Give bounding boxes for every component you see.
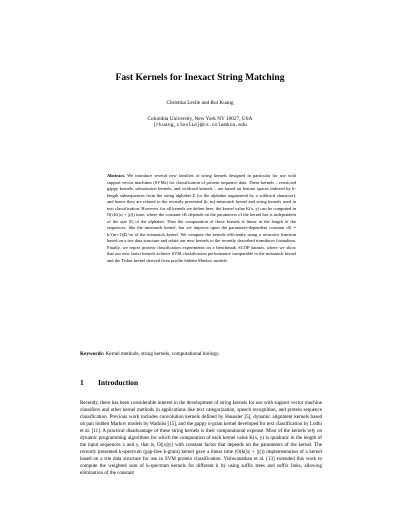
keywords-label: Keywords: [80,351,105,357]
introduction-paragraph: Recently, there has been considerable interest in the development of string kernels for use with support vector machine classifiers and other kernel methods in applications like text categorization, speech recognition, and protein sequence classification. Previous work includes convolution kernels defined by Haussler [5], dynamic alignment kernels based on pair hidden Markov models by Watkins [15], and the gappy n-gram kernel developed for text classification by Lodhi et al. [11]. A practical disadvantage of these string kernels is their computational expense. Most of the kernels rely on dynamic programming algorithms for which the computation of each kernel value K(x, y) is quadratic in the length of the input sequences x and y, that is, O(|x||y|) with constant factor that depends on the parameters of the kernel. The recently presented k-spectrum (gap-free k-gram) kernel gave a linear time (O(k(|x| + |y|)) implementation of a kernel based on a trie data structure for use in SVM protein classification. Vishwanathan et al. [13] extended this work to compute the weighted sum of k-spectrum kernels for different k by using suffix trees and suffix links, allowing elimination of the constant [80,400,322,476]
abstract-text: We introduce several new families of string kernels designed in particular for use with support vector machines (SVMs) for classification of protein sequence data. These kernels – restricted gappy kernels, substitution kernels, and wildcard kernels – are based on feature spaces indexed by k-length subsequences from the string alphabet Σ (or the alphabet augmented by a wildcard character), and hence they are related to the recently presented (k, m)-mismatch kernel and string kernels used in text classification. However, for all kernels we define here, the kernel value K(x, y) can be computed in O(cK(|x| + |y|)) time, where the constant cK depends on the parameters of the kernel but is independent of the size |Σ| of the alphabet. Thus the computation of these kernels is linear in the length of the sequences, like the mismatch kernel, but we improve upon the parameter-dependent constant cK = k^(m+1)|Σ|^m of the mismatch kernel. We compute the kernels efficiently using a recursive function based on a trie data structure and relate our new kernels to the recently described transducer formalism. Finally, we report protein classification experiments on a benchmark SCOP dataset, where we show that our new faster kernels achieve SVM classification performance comparable to the mismatch kernel and the Fisher kernel derived from profile hidden Markov models. [107,173,296,263]
paper-authors: Christina Leslie and Rui Kuang [166,100,234,106]
section-number: 1 [80,378,84,387]
keywords [80,351,330,357]
section-title: Introduction [98,378,139,387]
affiliation [0,116,400,129]
affiliation-address: Columbia University, New York NY 10027, USA [147,116,253,122]
affiliation-email: {rkuang,cleslie}@cs.columbia.edu [153,122,247,128]
abstract-label: Abstract. [107,173,126,178]
section-heading [80,378,138,387]
abstract [107,173,296,264]
introduction-body [80,400,322,477]
keywords-text: Kernel methods, string kernels, computational biology. [105,351,220,357]
paper-title: Fast Kernels for Inexact String Matching [115,72,285,83]
